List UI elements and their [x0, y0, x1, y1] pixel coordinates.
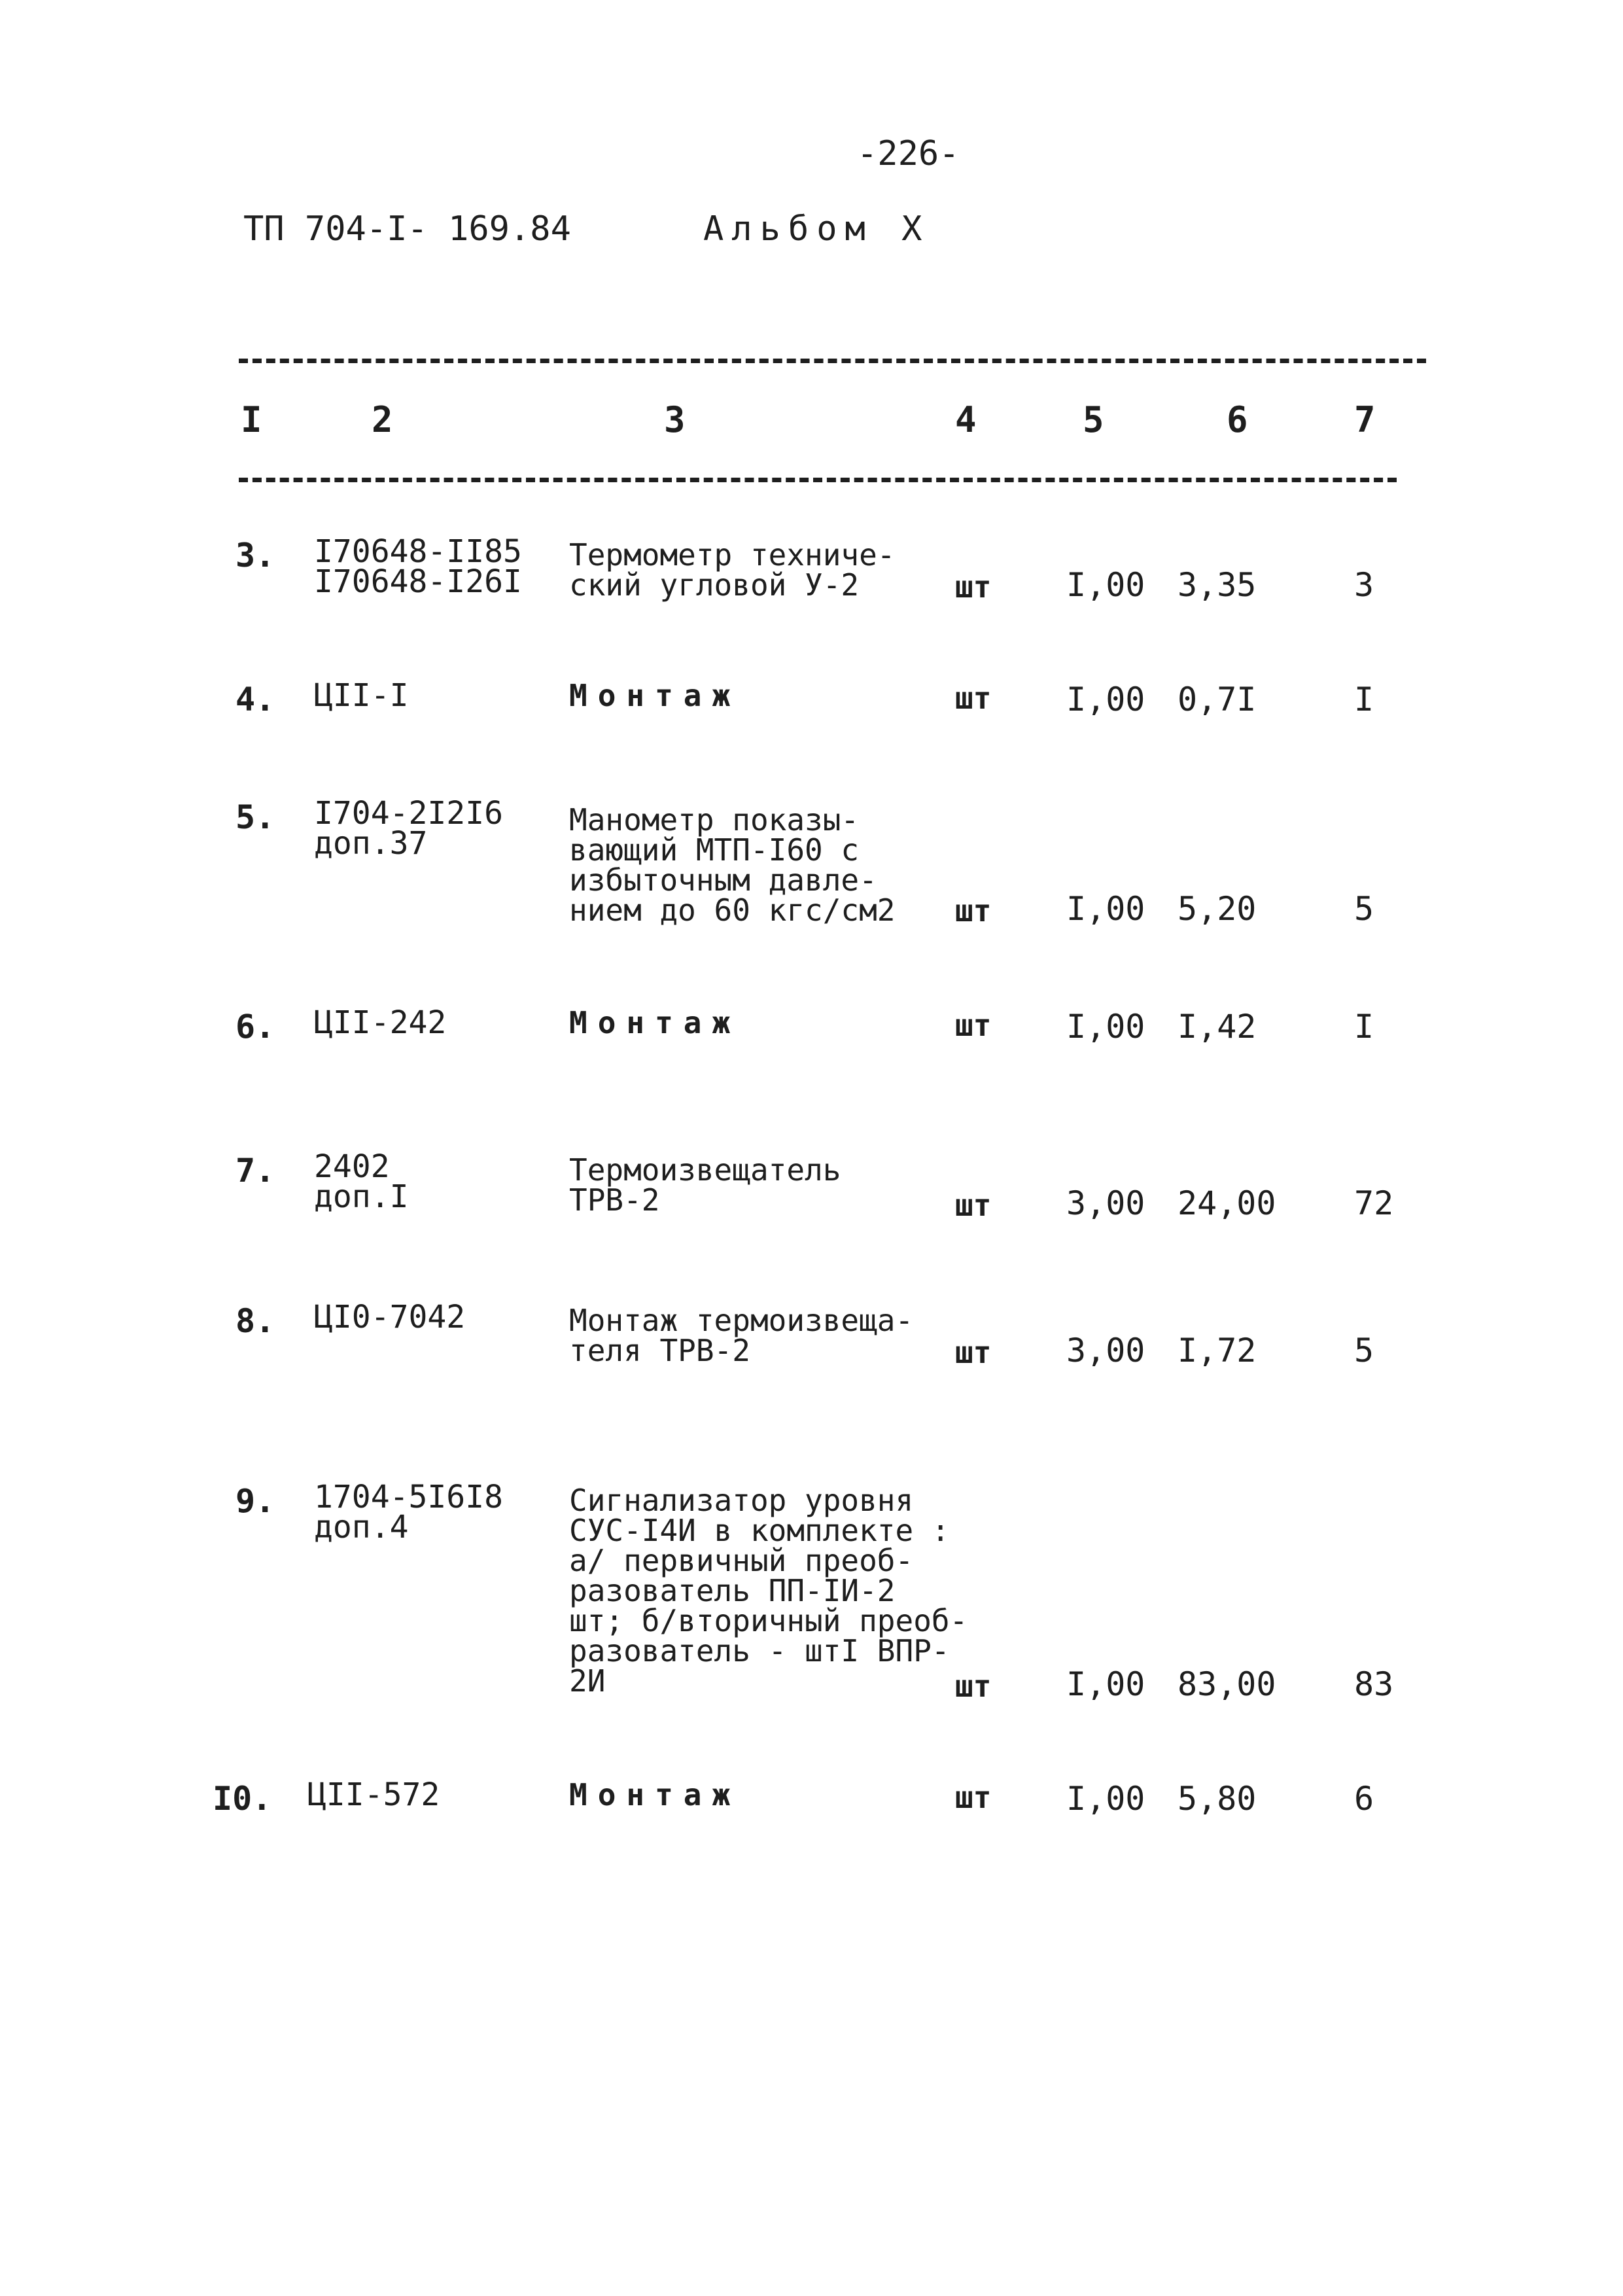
row-code: I70648-II85 I70648-I26I — [314, 533, 522, 600]
row-number: 8. — [236, 1302, 275, 1340]
row-quantity: I,00 — [1066, 680, 1145, 718]
row-price: I,72 — [1178, 1332, 1257, 1369]
row-unit: шт — [955, 1008, 992, 1043]
row-number: I0. — [213, 1780, 272, 1818]
row-description: Сигнализатор уровня СУС-I4И в комплекте : а/ первичный преоб- разователь ПП-IИ-2 шт; б/вторичный преоб- разователь - штI ВПР- 2И — [569, 1483, 968, 1699]
row-total: 72 — [1354, 1184, 1394, 1222]
row-unit: шт — [955, 1335, 992, 1370]
row-price: 83,00 — [1178, 1665, 1276, 1703]
row-price: I,42 — [1178, 1008, 1257, 1046]
row-unit: шт — [955, 1188, 992, 1223]
row-code: I704-2I2I6 доп.37 — [314, 795, 503, 862]
row-total: 83 — [1354, 1665, 1394, 1703]
row-price: 0,7I — [1178, 680, 1257, 718]
row-unit: шт — [955, 1780, 992, 1815]
column-header-4: 4 — [955, 399, 977, 440]
album-label: Альбом Х — [703, 209, 930, 249]
row-price: 3,35 — [1178, 566, 1257, 604]
row-number: 3. — [236, 537, 275, 574]
row-price: 5,20 — [1178, 890, 1257, 928]
row-quantity: I,00 — [1066, 566, 1145, 604]
row-total: 6 — [1354, 1780, 1374, 1818]
row-number: 9. — [236, 1482, 275, 1520]
row-code: ЦII-572 — [307, 1776, 440, 1813]
row-quantity: 3,00 — [1066, 1184, 1145, 1222]
row-code: ЦII-I — [314, 677, 409, 714]
row-total: I — [1354, 1008, 1374, 1046]
column-header-7: 7 — [1354, 399, 1376, 440]
row-unit: шт — [955, 893, 992, 928]
column-header-1: I — [241, 399, 262, 440]
row-description: Монтаж термоизвеща- теля ТРВ-2 — [569, 1303, 914, 1368]
column-header-5: 5 — [1083, 399, 1104, 440]
row-unit: шт — [955, 680, 992, 716]
row-total: 3 — [1354, 566, 1374, 604]
row-code: ЦII-242 — [314, 1004, 447, 1041]
row-total: 5 — [1354, 1332, 1374, 1369]
column-header-3: 3 — [664, 399, 686, 440]
row-number: 4. — [236, 680, 275, 718]
row-price: 5,80 — [1178, 1780, 1257, 1818]
row-quantity: I,00 — [1066, 1665, 1145, 1703]
column-header-6: 6 — [1227, 399, 1248, 440]
document-code: ТП 704-I- 169.84 — [243, 209, 571, 249]
row-quantity: I,00 — [1066, 890, 1145, 928]
column-header-2: 2 — [372, 399, 393, 440]
table-top-rule — [239, 359, 1426, 363]
row-code: 2402 доп.I — [314, 1148, 409, 1215]
row-unit: шт — [955, 1669, 992, 1704]
row-description: Термометр техниче- ский угловой У-2 — [569, 537, 896, 603]
table-header-rule — [239, 478, 1397, 482]
row-description: Термоизвещатель ТРВ-2 — [569, 1152, 841, 1218]
row-quantity: I,00 — [1066, 1780, 1145, 1818]
row-description: Монтаж — [569, 678, 741, 713]
row-number: 5. — [236, 798, 275, 836]
row-total: 5 — [1354, 890, 1374, 928]
row-total: I — [1354, 680, 1374, 718]
row-description: Монтаж — [569, 1005, 741, 1040]
row-number: 6. — [236, 1008, 275, 1046]
row-code: 1704-5I6I8 доп.4 — [314, 1479, 503, 1545]
row-description: Монтаж — [569, 1777, 741, 1812]
row-unit: шт — [955, 569, 992, 605]
row-description: Манометр показы- вающий МТП-I60 с избыточным давле- нием до 60 кгс/см2 — [569, 802, 896, 928]
page-number: -226- — [857, 134, 960, 173]
row-quantity: I,00 — [1066, 1008, 1145, 1046]
row-number: 7. — [236, 1152, 275, 1190]
row-quantity: 3,00 — [1066, 1332, 1145, 1369]
row-price: 24,00 — [1178, 1184, 1276, 1222]
row-code: ЦI0-7042 — [314, 1299, 466, 1335]
